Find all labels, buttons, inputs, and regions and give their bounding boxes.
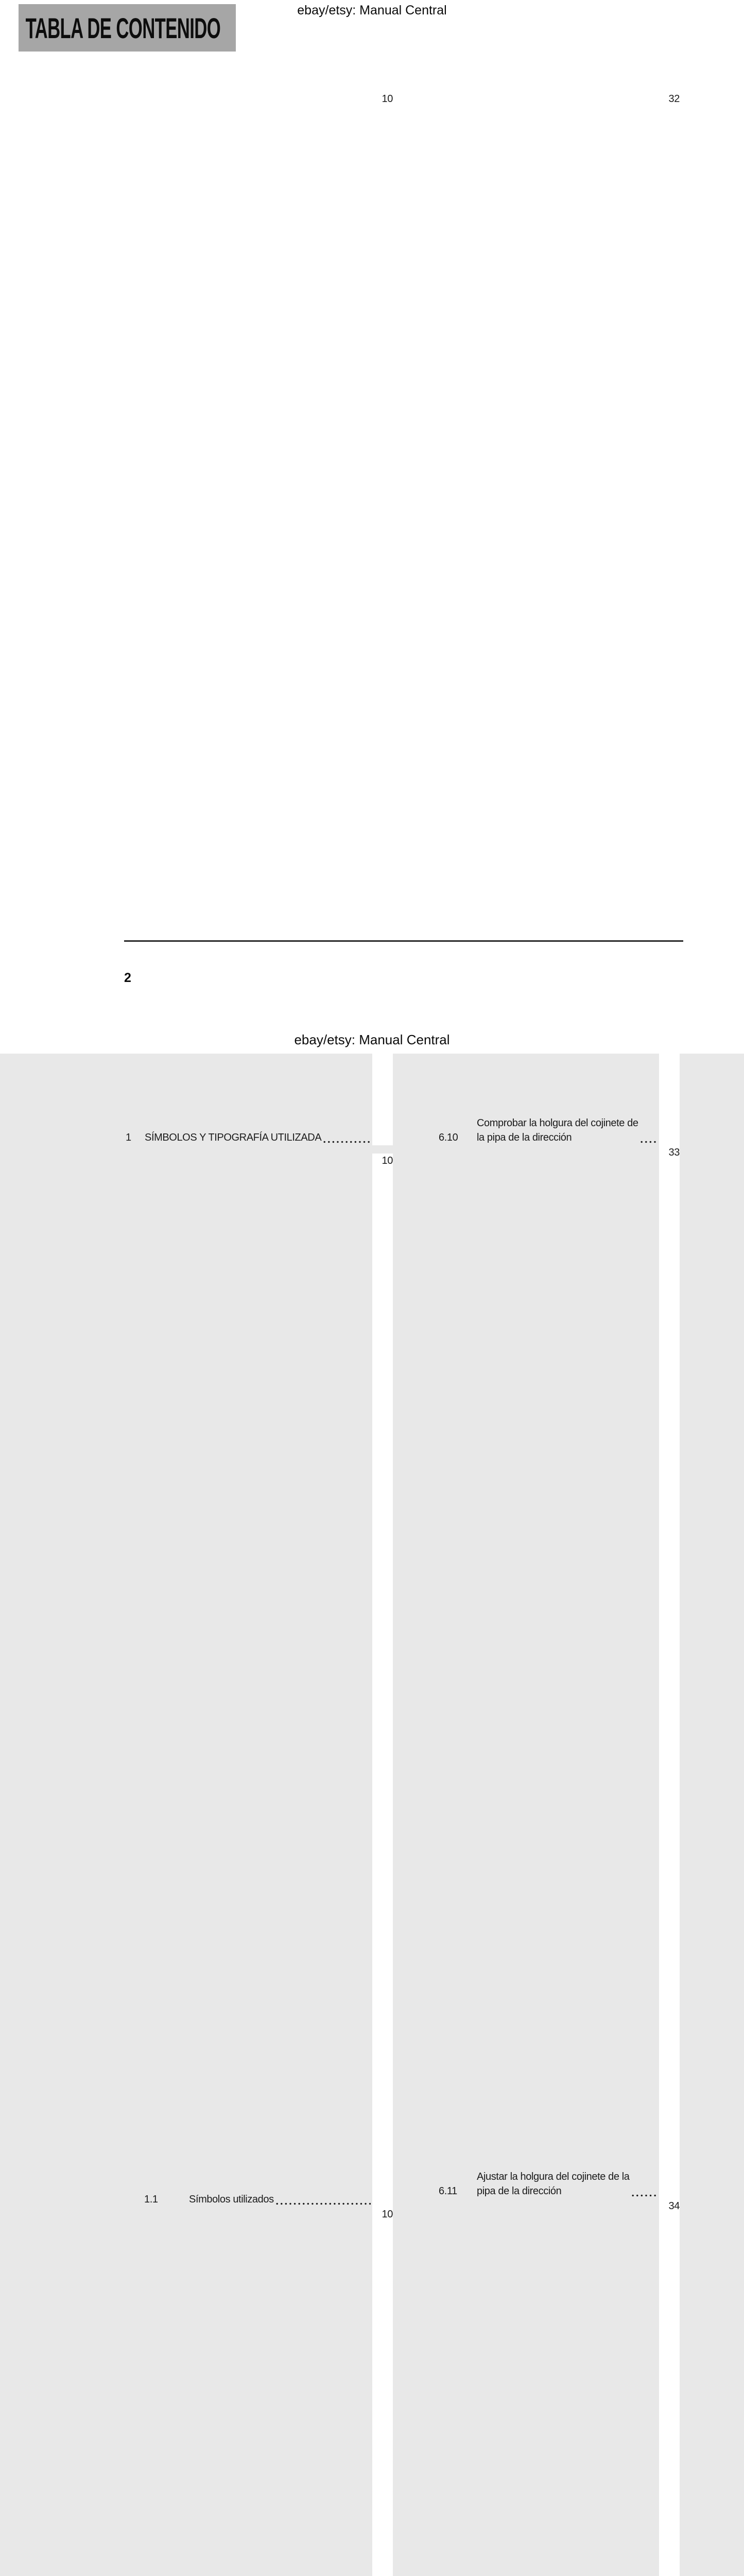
dot-leader (641, 1141, 658, 1143)
entry-number: 1 (126, 1132, 131, 1144)
entry-page-number: 10 (372, 2207, 393, 2576)
entry-page-number: 10 (372, 1154, 393, 2207)
toc-entry-row (126, 2207, 393, 2576)
toc-chapter-row (126, 92, 393, 1145)
dot-leader (632, 2194, 658, 2197)
toc-column-right (419, 92, 680, 2576)
document-title-header: ebay/etsy: Manual Central (297, 3, 447, 18)
document-title-footer: ebay/etsy: Manual Central (294, 1032, 450, 1047)
dot-leader (276, 2202, 371, 2205)
toc-entry-row (419, 2199, 680, 2576)
entry-title: SÍMBOLOS Y TIPOGRAFÍA UTILIZADA (145, 1132, 322, 1144)
page-heading: TABLA DE CONTENIDO (25, 11, 221, 44)
entry-page-number: 33 (659, 1145, 680, 2199)
footer-divider (124, 940, 683, 942)
entry-title: Comprobar la holgura del cojinete de la pipa de la dirección (477, 1117, 638, 1144)
entry-title: Ajustar la holgura del cojinete de la pipa de la dirección (477, 2171, 630, 2197)
entry-title: Símbolos utilizados (189, 2194, 274, 2206)
toc-entry-row (419, 1145, 680, 2199)
entry-number: 6.10 (439, 1132, 458, 1144)
toc-column-left (126, 92, 393, 2576)
entry-number: 6.11 (439, 2185, 457, 2197)
entry-number: 1.1 (144, 2194, 158, 2206)
dot-leader (323, 1141, 371, 1143)
entry-page-number: 32 (659, 92, 680, 1145)
page-number: 2 (124, 971, 131, 985)
toc-entry-row (126, 1154, 393, 2207)
entry-page-number: 10 (372, 92, 393, 1145)
toc-entry-row (419, 92, 680, 1145)
entry-page-number: 34 (659, 2199, 680, 2576)
